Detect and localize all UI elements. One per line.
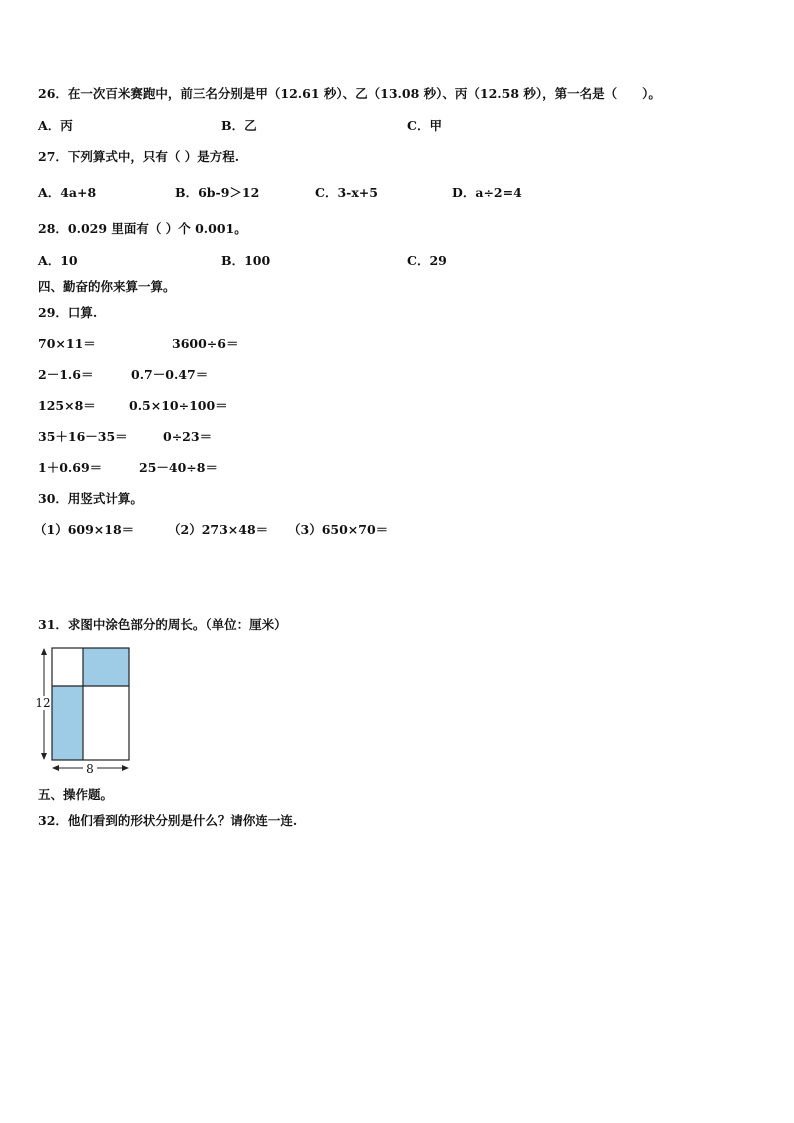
q30-stem: 30．用竖式计算。 xyxy=(38,491,143,506)
height-arrow-head-bottom xyxy=(41,753,47,760)
q30-item-1: （1）609×18＝ xyxy=(34,522,135,537)
section-4-heading: 四、勤奋的你来算一算。 xyxy=(38,279,176,294)
q26-option-c: C．甲 xyxy=(407,118,442,133)
q28-stem: 28．0.029 里面有（ ）个 0.001。 xyxy=(38,221,247,236)
q27-option-d: D．a÷2=4 xyxy=(452,185,522,200)
q29-item: 2－1.6＝ xyxy=(38,367,94,382)
width-label: 8 xyxy=(86,762,94,776)
q29-item: 3600÷6＝ xyxy=(172,336,239,351)
q29-item: 1＋0.69＝ xyxy=(38,460,103,475)
q29-item: 0.5×10÷100＝ xyxy=(129,398,228,413)
shaded-left-rect xyxy=(52,686,83,760)
q32-stem: 32．他们看到的形状分别是什么？请你连一连. xyxy=(38,813,298,828)
q29-item: 70×11＝ xyxy=(38,336,96,351)
q29-item: 35＋16－35＝ xyxy=(38,429,128,444)
width-arrow-head-left xyxy=(52,765,59,771)
q29-item: 0.7－0.47＝ xyxy=(131,367,209,382)
shaded-top-rect xyxy=(83,648,129,686)
q29-item: 0÷23＝ xyxy=(163,429,213,444)
q26-option-a: A．丙 xyxy=(38,118,73,133)
q27-option-c: C．3-x+5 xyxy=(315,185,378,200)
q29-stem: 29．口算. xyxy=(38,305,98,320)
q29-item: 125×8＝ xyxy=(38,398,96,413)
height-label: 12 xyxy=(35,696,51,710)
q31-figure xyxy=(30,640,140,780)
q28-option-b: B．100 xyxy=(221,253,271,268)
q26-stem: 26．在一次百米赛跑中，前三名分别是甲（12.61 秒）、乙（13.08 秒）、丙（12.58 秒），第一名是（ ）。 xyxy=(38,86,661,101)
q28-option-c: C．29 xyxy=(407,253,447,268)
q27-option-a: A．4a+8 xyxy=(38,185,97,200)
height-arrow-head-top xyxy=(41,648,47,655)
q30-item-3: （3）650×70＝ xyxy=(288,522,389,537)
perimeter-diagram xyxy=(30,640,140,780)
q26-option-b: B．乙 xyxy=(221,118,257,133)
q30-item-2: （2）273×48＝ xyxy=(168,522,269,537)
q27-option-b: B．6b-9＞12 xyxy=(175,185,260,200)
q27-stem: 27．下列算式中，只有（ ）是方程. xyxy=(38,149,240,164)
q31-stem: 31．求图中涂色部分的周长。（单位：厘米） xyxy=(38,617,287,632)
width-arrow-head-right xyxy=(122,765,129,771)
q29-item: 25－40÷8＝ xyxy=(139,460,218,475)
section-5-heading: 五、操作题。 xyxy=(38,787,114,802)
q28-option-a: A．10 xyxy=(38,253,78,268)
